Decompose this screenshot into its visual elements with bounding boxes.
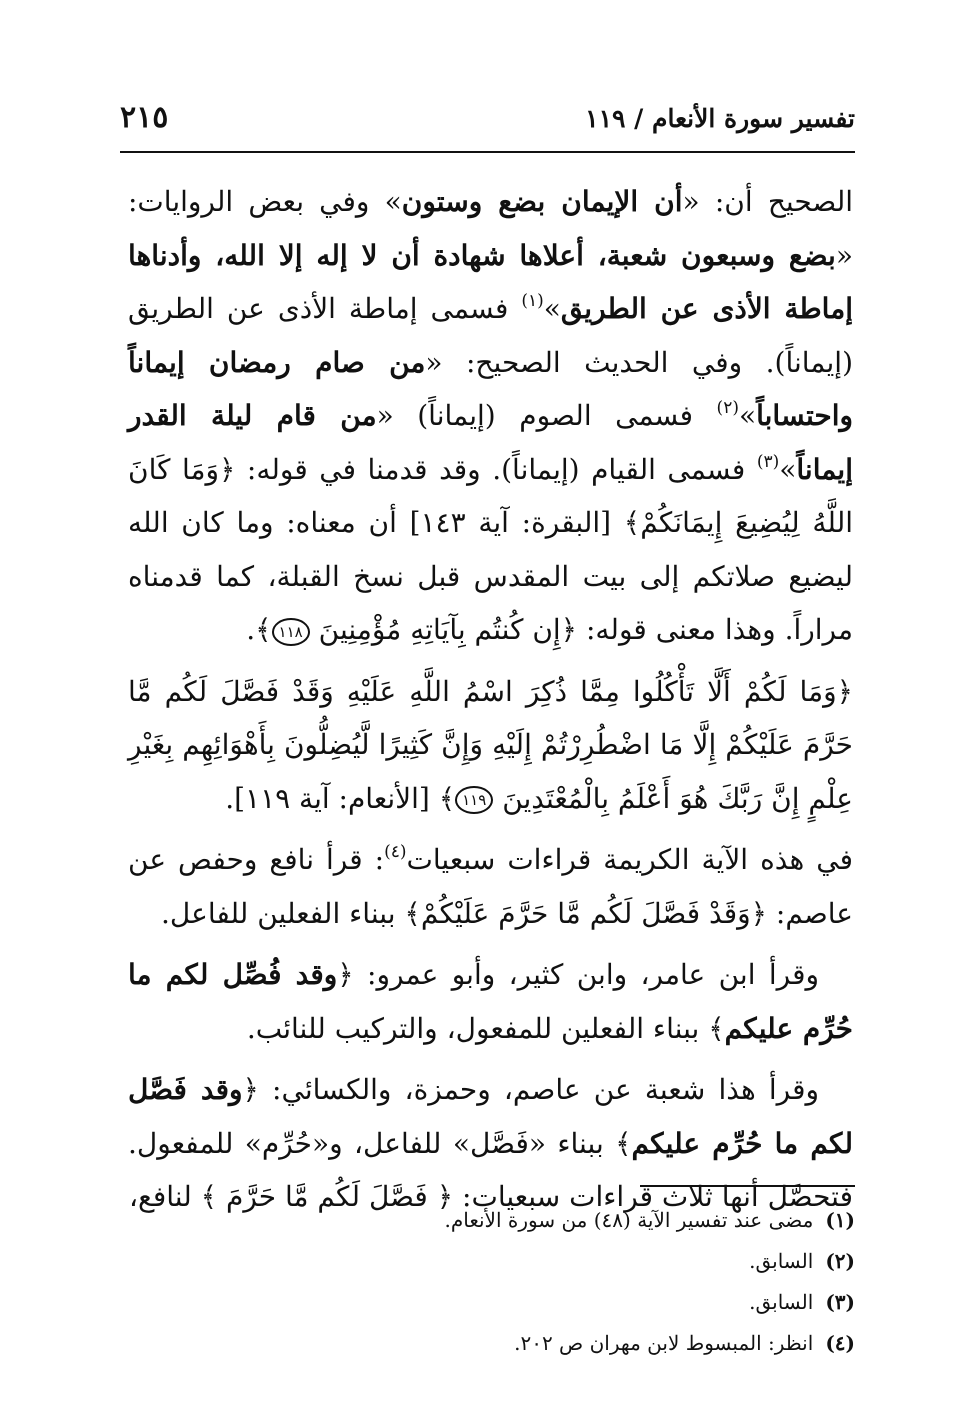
text-run: » [738,399,757,432]
footnote-marker: (٤) [384,842,407,862]
text-run: فسمى الصوم (إيماناً) « [376,399,717,432]
footnote-number: (١) [825,1208,855,1232]
footnote-item [300,1282,855,1323]
text-run: ﴾ [البقرة: آية ١٤٣] أن معناه: وما كان الله ليضيع صلاتكم إلى بيت المقدس قبل نسخ القبلة، كما قدمناه مراراً. وهذا معنى قوله: ﴿ [128,506,853,646]
page-number: ٢١٥ [120,100,169,135]
footnote-number: (٤) [825,1331,855,1355]
text-run: ﴾ ببناء «فَصَّل» للفاعل، و«حُرِّم» للمفعول. فتحصَّل أنها ثلاث قراءات سبعيات: ﴿ [128,1126,853,1213]
reading-quote: وقد فُصِّل لكم ما حُرِّم عليكم [128,958,853,1045]
verse-paragraph [128,665,853,826]
hadith-quote: من صام رمضان إيماناً واحتساباً [128,345,854,432]
quran-quote: وَمَا كَانَ اللَّهُ لِيُضِيعَ إِيمَانَكُمْ [128,452,854,539]
footnote-text: مضى عند تفسير الآية (٤٨) من سورة الأنعام. [444,1208,814,1232]
footnotes [300,1200,855,1364]
paragraph-2 [128,833,853,940]
text-run: » [779,452,797,486]
text-run: ﴾. [246,613,272,646]
paragraph-3 [128,948,853,1055]
page-header [120,96,855,152]
text-run: في هذه الآية الكريمة قراءات سبعيات [406,843,853,876]
footnote-item [300,1241,855,1282]
quran-quote: وَقَدْ فَصَّلَ لَكُم مَّا حَرَّمَ عَلَيْكُمْ [420,896,751,930]
verse-number-badge: ١١٨ [272,618,310,646]
quran-verse-text: وَمَا لَكُمْ أَلَّا تَأْكُلُوا مِمَّا ذُكِرَ اسْمُ اللَّهِ عَلَيْهِ وَقَدْ فَصَّلَ لَكُم مَّا حَرَّمَ عَلَيْكُمْ إِلَّا مَا اضْطُرِرْتُمْ إِلَيْهِ وَإِنَّ كَثِيرًا لَّيُضِلُّونَ بِأَهْوَائِهِم بِغَيْرِ عِلْمٍ إِنَّ رَبَّكَ هُوَ أَعْلَمُ بِالْمُعْتَدِينَ [128,674,853,815]
verse-number-badge: ١١٩ [455,786,493,814]
text-run: ﴾ ببناء الفعلين للفاعل. [161,896,421,930]
footnote-number: (٣) [825,1290,855,1314]
text-run: ﴾ لنافع، [128,1180,226,1213]
footnote-item [300,1200,855,1241]
footnote-text: السابق. [749,1249,814,1273]
main-text [128,175,853,1224]
verse-citation: [الأنعام: آية ١١٩]. [225,781,439,815]
text-run: فسمى إماطة الأذى عن الطريق (إيماناً). وفي الحديث الصحيح: « [128,292,853,379]
quran-quote: إِن كُنتُم بِآيَاتِهِ مُؤْمِنِينَ [318,613,561,646]
hadith-quote: بضع وسبعون شعبة، أعلاها شهادة أن لا إله إلا الله، وأدناها إماطة الأذى عن الطريق [128,238,853,325]
text-run: وقرأ هذا شعبة عن عاصم، وحمزة، والكسائي: ﴿ [242,1073,819,1106]
hadith-quote: أن الإيمان بضع وستون [401,185,683,218]
text-run: الصحيح أن: « [682,185,854,218]
text-run: : قرأ نافع وحفص عن عاصم: ﴿ [128,843,853,930]
footnote-divider [640,1185,855,1187]
text-run: فسمى القيام (إيماناً). وقد قدمنا في قوله: ﴿ [219,452,757,486]
reading-quote: وقد فَصَّل لكم ما حُرِّم عليكم [128,1073,853,1160]
running-title: تفسير سورة الأنعام / ١١٩ [585,104,855,133]
quran-quote: فَصَّلَ لَكُم مَّا حَرَّمَ [225,1180,428,1213]
hadith-quote: من قام ليلة القدر إيماناً [128,399,853,486]
footnote-number: (٢) [825,1249,855,1273]
text-run: » [543,292,561,325]
header-divider [120,151,855,153]
text-run: ﴾ ببناء الفعلين للمفعول، والتركيب للنائب. [246,1011,725,1045]
text-run: » وفي بعض الروايات: « [128,185,853,272]
paragraph-1 [128,175,853,657]
text-run: وقرأ ابن عامر، وابن كثير، وأبو عمرو: ﴿ [337,958,819,991]
footnote-text: انظر: المبسوط لابن مهران ص ٢٠٢. [514,1331,814,1355]
verse-open-bracket: ﴿ [836,674,853,708]
verse-close-bracket: ﴾ [438,781,456,815]
footnote-marker: (١) [521,291,544,311]
footnote-marker: (٣) [756,451,780,472]
footnote-item [300,1323,855,1364]
footnote-marker: (٢) [716,398,739,418]
footnote-text: السابق. [749,1290,814,1314]
